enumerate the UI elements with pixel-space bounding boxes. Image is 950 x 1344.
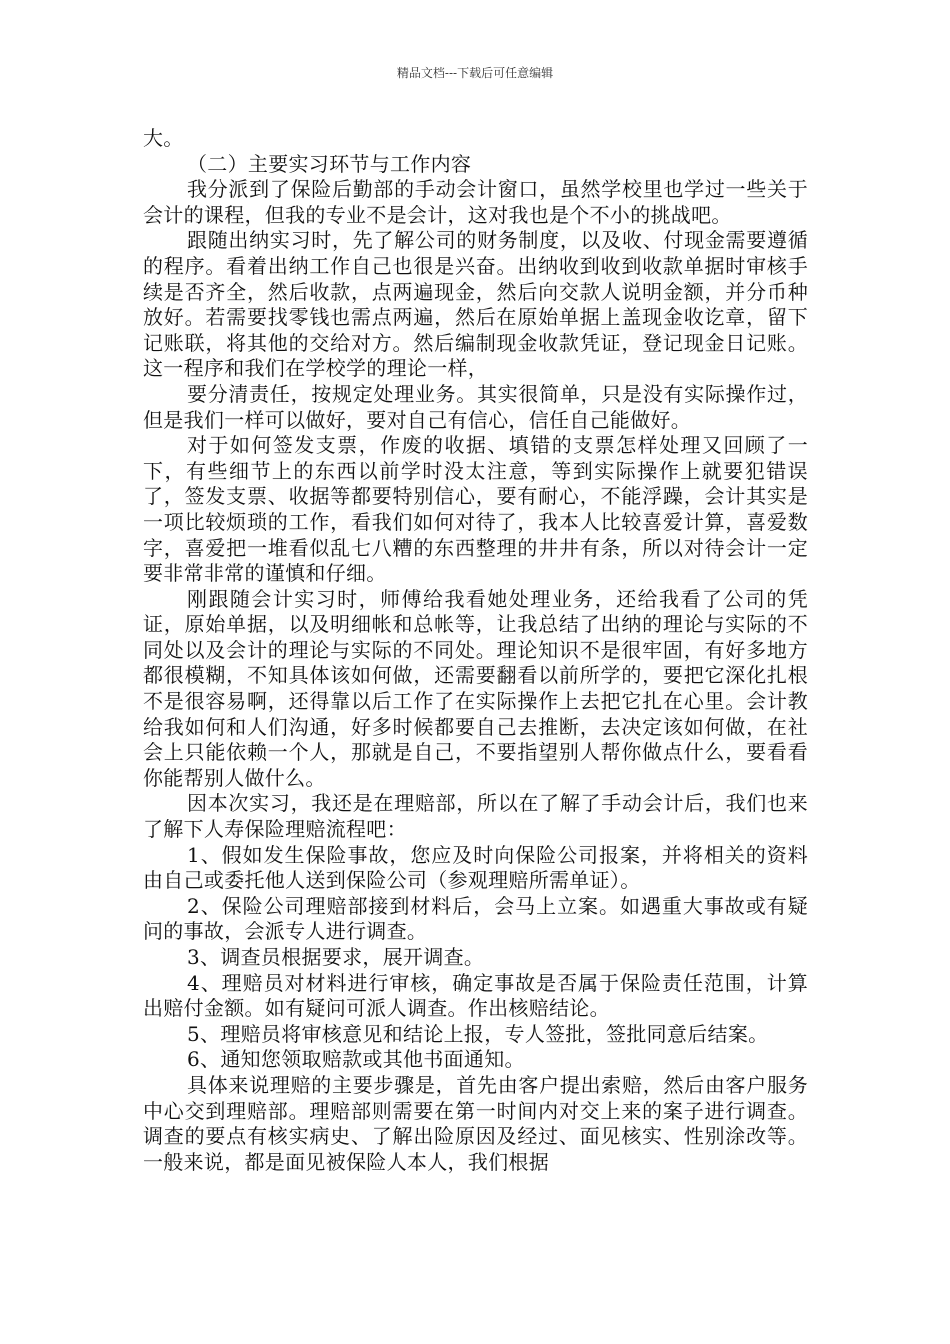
list-item: 3、调查员根据要求，展开调查。 — [187, 945, 485, 969]
list-item: 2、保险公司理赔部接到材料后，会马上立案。如遇重大事故或有疑问的事故，会派专人进行调查。 — [143, 893, 808, 944]
paragraph: 对于如何签发支票，作废的收据、填错的支票怎样处理又回顾了一下，有些细节上的东西以前学时没太注意，等到实际操作上就要犯错误了，签发支票、收据等都要特别信心，要有耐心，不能浮躁，会计其实是一项比较烦琐的工作，看我们如何对待了，我本人比较喜爱计算，喜爱数字，喜爱把一堆看似乱七八糟的东西整理的井井有条，所以对待会计一定要非常非常的谨慎和仔细。 — [143, 433, 808, 586]
section-heading: （二）主要实习环节与工作内容 — [187, 151, 472, 176]
paragraph: 跟随出纳实习时，先了解公司的财务制度，以及收、付现金需要遵循的程序。看着出纳工作自己也很是兴奋。出纳收到收到收款单据时审核手续是否齐全，然后收款，点两遍现金，然后向交款人说明金额，并分币种放好。若需要找零钱也需点两遍，然后在原始单据上盖现金收讫章，留下记账联，将其他的交给对方。然后编制现金收款凭证，登记现金日记账。这一程序和我们在学校学的理论一样， — [143, 228, 808, 381]
list-item: 5、理赔员将审核意见和结论上报，专人签批，签批同意后结案。 — [187, 1021, 769, 1046]
document-body — [143, 126, 808, 1175]
paragraph: 我分派到了保险后勤部的手动会计窗口，虽然学校里也学过一些关于会计的课程，但我的专业不是会计，这对我也是个不小的挑战吧。 — [143, 177, 808, 227]
list-item: 6、通知您领取赔款或其他书面通知。 — [187, 1047, 525, 1072]
paragraph: 刚跟随会计实习时，师傅给我看她处理业务，还给我看了公司的凭证，原始单据，以及明细帐和总帐等，让我总结了出纳的理论与实际的不同处以及会计的理论与实际的不同处。理论知识不是很牢固，有好多地方都很模糊，不知具体该如何做，还需要翻看以前所学的，要把它深化扎根不是很容易啊，还得靠以后工作了在实际操作上去把它扎在心里。会计教给我如何和人们沟通，好多时候都要自己去推断，去决定该如何做，在社会上只能依赖一个人，那就是自己，不要指望别人帮你做点什么，要看看你能帮别人做什么。 — [143, 586, 808, 790]
paragraph: 因本次实习，我还是在理赔部，所以在了解了手动会计后，我们也来了解下人寿保险理赔流程吧： — [143, 791, 808, 842]
paragraph: 具体来说理赔的主要步骤是，首先由客户提出索赔，然后由客户服务中心交到理赔部。理赔部则需要在第一时间内对交上来的案子进行调查。调查的要点有核实病史、了解出险原因及经过、面见核实、性别涂改等。一般来说，都是面见被保险人本人，我们根据 — [143, 1072, 808, 1174]
list-item: 1、假如发生保险事故，您应及时向保险公司报案，并将相关的资料由自己或委托他人送到保险公司（参观理赔所需单证）。 — [143, 842, 808, 893]
page-header: 精品文档---下载后可任意编辑 — [396, 66, 554, 80]
list-item: 4、理赔员对材料进行审核，确定事故是否属于保险责任范围，计算出赔付金额。如有疑问可派人调查。作出核赔结论。 — [143, 970, 808, 1021]
paragraph-continuation: 大。 — [143, 126, 184, 150]
paragraph: 要分清责任，按规定处理业务。其实很简单，只是没有实际操作过，但是我们一样可以做好，要对自己有信心，信任自己能做好。 — [143, 381, 808, 432]
